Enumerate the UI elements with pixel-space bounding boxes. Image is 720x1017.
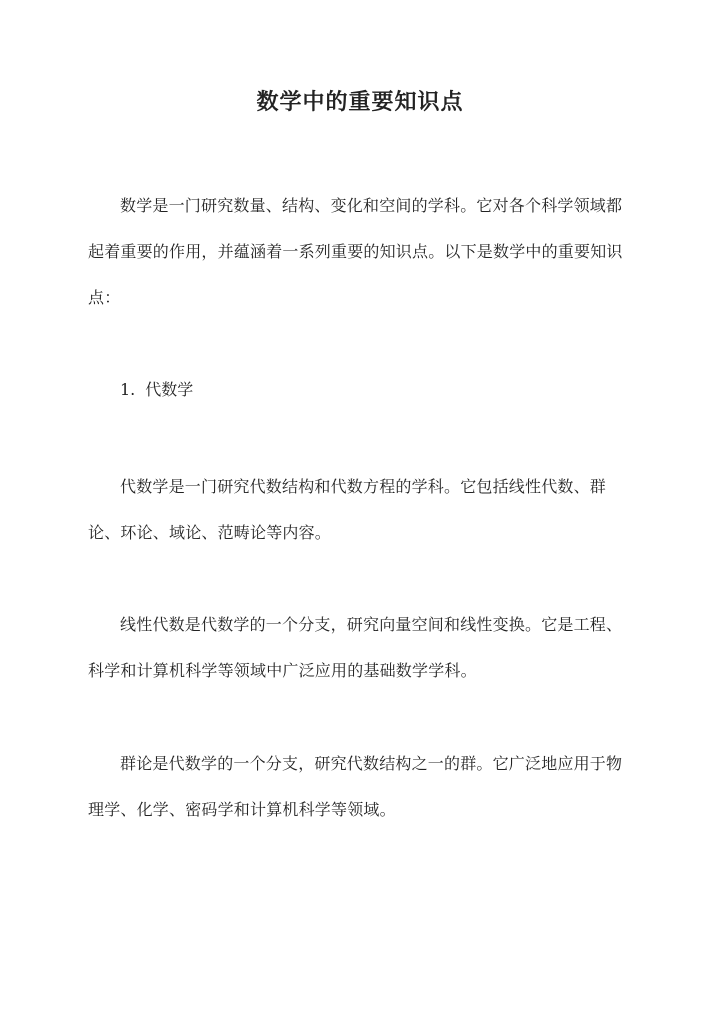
section-heading bbox=[120, 372, 193, 408]
intro-paragraph: 数学是一门研究数量、结构、变化和空间的学科。它对各个科学领域都起着重要的作用，并蕴涵着一系列重要的知识点。以下是数学中的重要知识点： bbox=[88, 196, 623, 307]
paragraph-group-theory: 群论是代数学的一个分支，研究代数结构之一的群。它广泛地应用于物理学、化学、密码学和计算机科学等领域。 bbox=[88, 754, 623, 819]
paragraph-linear-algebra: 线性代数是代数学的一个分支，研究向量空间和线性变换。它是工程、科学和计算机科学等领域中广泛应用的基础数学学科。 bbox=[88, 615, 623, 680]
section-number: 1. bbox=[120, 380, 136, 399]
section-title: 代数学 bbox=[145, 380, 194, 399]
paragraph-algebra: 代数学是一门研究代数结构和代数方程的学科。它包括线性代数、群论、环论、域论、范畴论等内容。 bbox=[88, 477, 607, 542]
page-title: 数学中的重要知识点 bbox=[256, 89, 464, 115]
